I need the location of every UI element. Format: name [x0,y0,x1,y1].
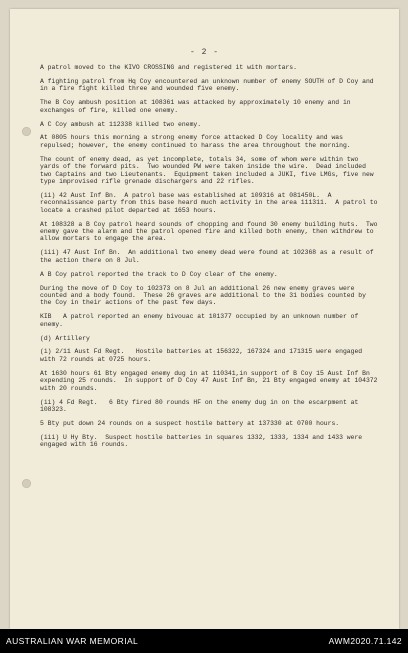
paragraph: 5 Bty put down 24 rounds on a suspect hostile battery at 137330 at 0700 hours. [40,419,340,427]
paragraph: (d) Artillery [40,334,90,342]
archive-footer [0,629,408,653]
paragraph: A patrol moved to the KIVO CROSSING and registered it with mortars. [40,64,297,71]
paragraph: (iii) 47 Aust Inf Bn. An additional two enemy dead were found at 102368 as a result of the action there on 8 Jul. [40,249,378,264]
paragraph: The count of enemy dead, as yet incomplete, totals 34, some of whom were within two yards of the forward pits. Two wounded PW were taken inside the wire. Dead included two Captains and two Lieutenants. Equipment taken included a JUKI, five LMGs, five new type improvised rifle grenade dischargers and 22 rifles. [40,155,378,185]
paragraph: A fighting patrol from Hq Coy encountered an unknown number of enemy SOUTH of D Coy and in a fire fight killed three and wounded five enemy. [40,77,378,93]
paragraph: (ii) 42 Aust Inf Bn. A patrol base was established at 109316 at 081450L. A reconnaissance party from this base heard much activity in the area 111311. A patrol to locate a crashed pilot departed at 1653 hours. [40,191,382,214]
paragraph: A C Coy ambush at 112338 killed two enemy. [40,120,202,128]
paragraph: At 1630 hours 61 Bty engaged enemy dug in at 110341,in support of B Coy 15 Aust Inf Bn expending 25 rounds. In support of D Coy 47 Aust Inf Bn, 21 Bty engaged enemy at 104372 with 20 rounds. [40,369,382,392]
punch-hole [22,479,31,488]
punch-hole [22,127,31,136]
paragraph: At 0805 hours this morning a strong enemy force attacked D Coy locality and was repulsed; however, the enemy continued to harass the area throughout the morning. [40,134,351,149]
paragraph: A B Coy patrol reported the track to D Coy clear of the enemy. [40,270,278,278]
paragraph: (iii) U Hy Bty. Suspect hostile batteries in squares 1332, 1333, 1334 and 1433 were engaged with 16 rounds. [40,433,366,449]
accession-number: AWM2020.71.142 [328,636,402,646]
paragraph: At 108328 a B Coy patrol heard sounds of chopping and found 30 enemy building huts. Two enemy gave the alarm and the patrol opened fire and killed both enemy, then withdrew to allow mortars to engage the area. [40,220,382,243]
paragraph: During the move of D Coy to 102373 on 8 Jul an additional 26 new enemy graves were counted and a body found. These 26 graves are additional to the 31 bodies counted by the Coy in their actions of the past few days. [40,284,370,307]
institution-name: AUSTRALIAN WAR MEMORIAL [6,636,139,646]
page-number: - 2 - [189,48,219,57]
paragraph: (ii) 4 Fd Regt. 6 Bty fired 80 rounds HF on the enemy dug in on the escarpment at 108323. [40,398,363,413]
document-body [40,64,382,455]
paragraph: (i) 2/11 Aust Fd Regt. Hostile batteries at 156322, 167324 and 171315 were engaged with 72 rounds at 0725 hours. [40,348,366,363]
document-page [10,9,399,629]
paragraph: KIB A patrol reported an enemy bivouac at 101377 occupied by an unknown number of enemy. [40,313,363,328]
paragraph: The B Coy ambush position at 108361 was attacked by approximately 10 enemy and in exchanges of fire, killed one enemy. [40,99,355,114]
